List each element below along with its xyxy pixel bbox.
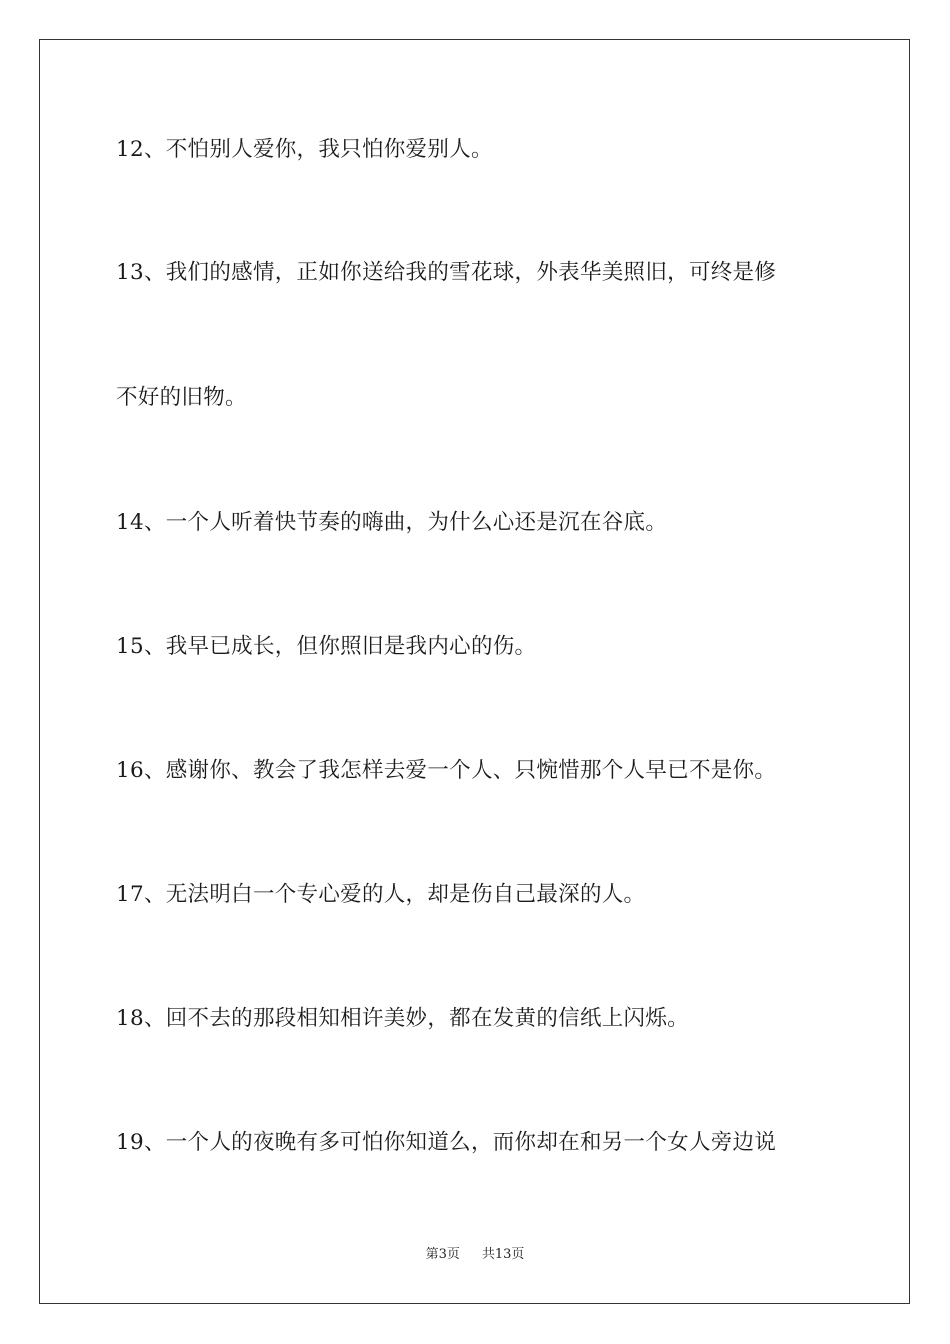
text-line-item-14: 14、一个人听着快节奏的嗨曲，为什么心还是沉在谷底。: [116, 510, 668, 535]
page-number: 第3页: [425, 1247, 460, 1262]
page-border: [39, 39, 910, 1304]
page-footer: [0, 1246, 950, 1264]
text-line-item-16: 16、感谢你、教会了我怎样去爱一个人、只惋惜那个人早已不是你。: [116, 758, 777, 783]
text-line-item-13: 13、我们的感情，正如你送给我的雪花球，外表华美照旧，可终是修: [116, 260, 777, 285]
text-line-item-19: 19、一个人的夜晚有多可怕你知道么，而你却在和另一个女人旁边说: [116, 1130, 777, 1155]
text-line-item-12: 12、不怕别人爱你，我只怕你爱别人。: [116, 137, 493, 162]
total-pages: 共13页: [481, 1247, 525, 1262]
text-line-item-15: 15、我早已成长，但你照旧是我内心的伤。: [116, 634, 537, 659]
text-line-item-13-continued: 不好的旧物。: [116, 385, 247, 410]
text-line-item-17: 17、无法明白一个专心爱的人，却是伤自己最深的人。: [116, 882, 646, 907]
text-line-item-18: 18、回不去的那段相知相许美妙，都在发黄的信纸上闪烁。: [116, 1006, 689, 1031]
